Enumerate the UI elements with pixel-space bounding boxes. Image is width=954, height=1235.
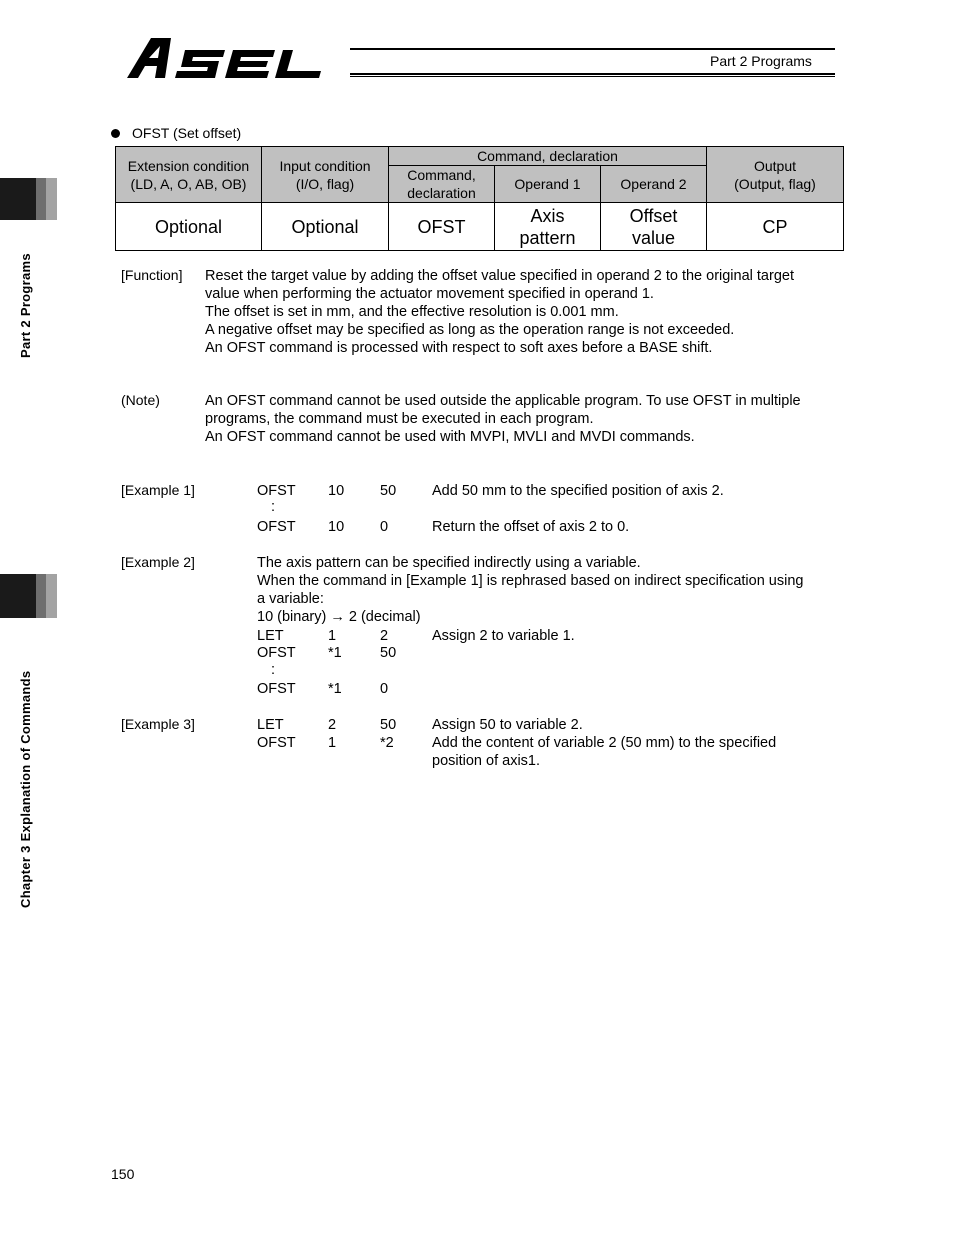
example2-row2-op1: *1 xyxy=(328,645,342,661)
header-input-condition: Input condition (I/O, flag) xyxy=(262,147,389,203)
example3-row2-cmd: OFST xyxy=(257,735,296,751)
example2-text: The axis pattern can be specified indirectly using a variable. When the command in [Example 1] is rephrased based on indirect specification using a variable: 10 (binary) → 2 (decimal) xyxy=(257,555,804,625)
value-operand-1: Axis pattern xyxy=(495,203,601,251)
header-operand-1: Operand 1 xyxy=(495,166,601,203)
example1-row1-op1: 10 xyxy=(328,483,345,499)
section-title-text: OFST (Set offset) xyxy=(132,125,242,141)
header-output: Output (Output, flag) xyxy=(707,147,844,203)
example2-row1-cmd: LET xyxy=(257,628,284,644)
side-label-lower: Chapter 3 Explanation of Commands xyxy=(18,670,33,908)
header-command-group: Command, declaration xyxy=(389,147,707,166)
function-text: Reset the target value by adding the offset value specified in operand 2 to the original target value when performing the actuator movement specified in operand 1. The offset is set in mm, and the effective resolution is 0.001 mm. A negative offset may be specified as long as the operation range is not exceeded. An OFST command is processed with respect to soft axes before a BASE shift. xyxy=(205,268,794,356)
value-command: OFST xyxy=(389,203,495,251)
example2-row3-op1: *1 xyxy=(328,681,342,697)
header-rule-bottom-2 xyxy=(350,76,835,77)
example2-row1-comment: Assign 2 to variable 1. xyxy=(432,628,575,644)
example1-row2-op2: 0 xyxy=(380,519,389,535)
header-rule-bottom xyxy=(350,73,835,75)
example1-row2-op1: 10 xyxy=(328,519,345,535)
example1-dots: : xyxy=(271,499,276,515)
header-operand-2: Operand 2 xyxy=(601,166,707,203)
side-tab-lower xyxy=(0,574,57,618)
command-spec-table xyxy=(115,146,844,251)
example1-row1-cmd: OFST xyxy=(257,483,296,499)
header-section: Part 2 Programs xyxy=(710,53,812,69)
example1-label: [Example 1] xyxy=(121,482,195,498)
example2-label: [Example 2] xyxy=(121,554,195,570)
example2-row3-cmd: OFST xyxy=(257,681,296,697)
section-title xyxy=(111,125,241,141)
example2-row2-op2: 50 xyxy=(380,645,397,661)
header-rule-top xyxy=(350,48,835,50)
value-output: CP xyxy=(707,203,844,251)
value-operand-2: Offset value xyxy=(601,203,707,251)
example2-row2-cmd: OFST xyxy=(257,645,296,661)
value-input-condition: Optional xyxy=(262,203,389,251)
example3-row2-op2: *2 xyxy=(380,735,394,751)
function-label: [Function] xyxy=(121,267,183,283)
example3-row1-cmd: LET xyxy=(257,717,284,733)
side-tab-upper xyxy=(0,178,57,220)
example3-comment-cont: position of axis1. xyxy=(432,753,541,769)
note-label: (Note) xyxy=(121,392,160,408)
page-number: 150 xyxy=(111,1166,135,1182)
example2-row3-op2: 0 xyxy=(380,681,389,697)
note-text: An OFST command cannot be used outside the applicable program. To use OFST in multiple programs, the command must be executed in each program. An OFST command cannot be used with MVPI, MVLI and MVDI commands. xyxy=(205,393,801,445)
header-extension-condition: Extension condition (LD, A, O, AB, OB) xyxy=(116,147,262,203)
example2-row1-op2: 2 xyxy=(380,628,389,644)
example1-row2-cmd: OFST xyxy=(257,519,296,535)
value-extension-condition: Optional xyxy=(116,203,262,251)
example3-label: [Example 3] xyxy=(121,716,195,732)
bullet-icon xyxy=(111,129,120,138)
example3-row1-op2: 50 xyxy=(380,717,397,733)
side-label-upper: Part 2 Programs xyxy=(18,253,33,358)
example2-row1-op1: 1 xyxy=(328,628,337,644)
example3-row2-comment: Add the content of variable 2 (50 mm) to the specified xyxy=(432,735,777,751)
example2-dots: : xyxy=(271,662,276,678)
example1-row1-op2: 50 xyxy=(380,483,397,499)
example1-row1-comment: Add 50 mm to the specified position of axis 2. xyxy=(432,483,724,499)
example3-row1-comment: Assign 50 to variable 2. xyxy=(432,717,583,733)
header-command-declaration: Command, declaration xyxy=(389,166,495,203)
example1-row2-comment: Return the offset of axis 2 to 0. xyxy=(432,519,630,535)
example3-row1-op1: 2 xyxy=(328,717,337,733)
asel-logo xyxy=(125,36,350,80)
example3-row2-op1: 1 xyxy=(328,735,337,751)
